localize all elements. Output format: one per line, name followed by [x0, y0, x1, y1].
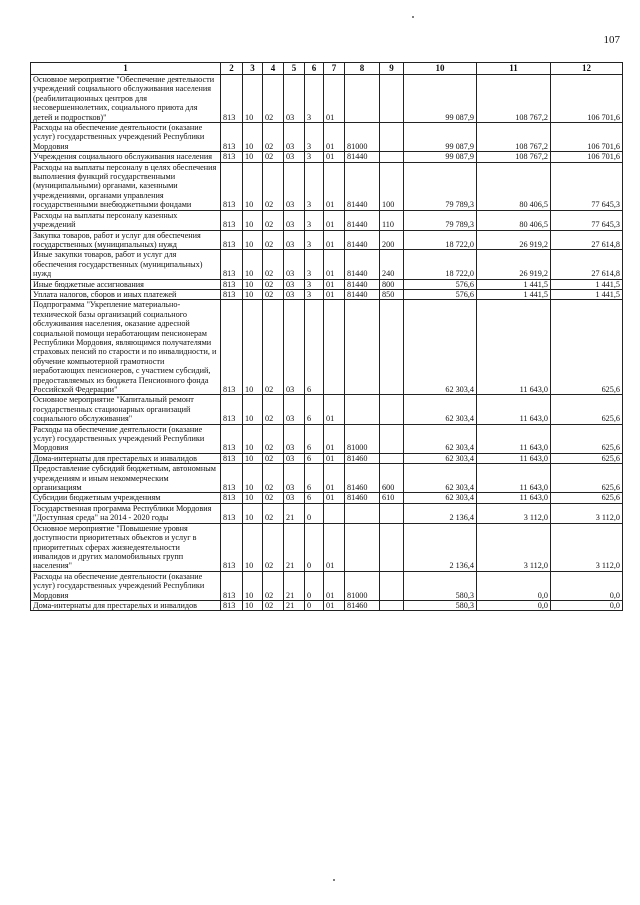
cell-col-8 [345, 503, 380, 523]
column-header: 8 [345, 63, 380, 75]
cell-col-11: 11 643,0 [477, 300, 551, 395]
cell-col-6: 6 [305, 424, 324, 453]
cell-col-10: 62 303,4 [404, 395, 477, 424]
cell-col-11: 108 767,2 [477, 75, 551, 123]
row-name-cell [31, 571, 221, 600]
cell-col-6: 3 [305, 230, 324, 250]
cell-col-2: 813 [221, 230, 243, 250]
cell-col-12: 1 441,5 [551, 279, 623, 289]
table-row [31, 503, 623, 523]
cell-col-12: 625,6 [551, 464, 623, 493]
row-name: Расходы на выплаты персоналу в целях обеспечения выполнения функций государственными (муниципальными) органами, казенными учреждениями, органами управления государственными внебюджетными фондами [33, 162, 217, 210]
cell-col-10: 580,3 [404, 571, 477, 600]
cell-col-3: 10 [243, 152, 263, 162]
table-row [31, 523, 623, 571]
cell-col-3: 10 [243, 210, 263, 230]
cell-col-6: 6 [305, 453, 324, 463]
table-row [31, 493, 623, 503]
cell-col-11: 26 919,2 [477, 250, 551, 279]
cell-col-9: 850 [380, 289, 404, 299]
cell-col-7: 01 [324, 152, 345, 162]
cell-col-4: 02 [263, 162, 284, 210]
row-name: Субсидии бюджетным учреждениям [33, 493, 161, 503]
table-row [31, 250, 623, 279]
cell-col-5: 03 [284, 424, 305, 453]
cell-col-5: 03 [284, 123, 305, 152]
cell-col-11: 80 406,5 [477, 162, 551, 210]
cell-col-5: 21 [284, 523, 305, 571]
cell-col-4: 02 [263, 523, 284, 571]
table-row [31, 210, 623, 230]
cell-col-6: 3 [305, 289, 324, 299]
cell-col-2: 813 [221, 571, 243, 600]
cell-col-12: 3 112,0 [551, 523, 623, 571]
cell-col-10: 62 303,4 [404, 493, 477, 503]
cell-col-7: 01 [324, 75, 345, 123]
cell-col-6: 6 [305, 395, 324, 424]
cell-col-5: 03 [284, 289, 305, 299]
cell-col-10: 576,6 [404, 279, 477, 289]
cell-col-12: 77 645,3 [551, 210, 623, 230]
cell-col-10: 18 722,0 [404, 250, 477, 279]
cell-col-3: 10 [243, 464, 263, 493]
cell-col-7: 01 [324, 279, 345, 289]
cell-col-3: 10 [243, 571, 263, 600]
cell-col-3: 10 [243, 123, 263, 152]
cell-col-9: 240 [380, 250, 404, 279]
cell-col-9 [380, 424, 404, 453]
cell-col-10: 79 789,3 [404, 210, 477, 230]
cell-col-4: 02 [263, 289, 284, 299]
cell-col-10: 79 789,3 [404, 162, 477, 210]
cell-col-3: 10 [243, 503, 263, 523]
cell-col-4: 02 [263, 75, 284, 123]
cell-col-8: 81440 [345, 289, 380, 299]
cell-col-10: 2 136,4 [404, 523, 477, 571]
row-name: Дома-интернаты для престарелых и инвалидов [33, 453, 198, 463]
scan-speck [412, 16, 414, 18]
cell-col-7: 01 [324, 250, 345, 279]
cell-col-4: 02 [263, 571, 284, 600]
row-name: Основное мероприятие "Повышение уровня доступности приоритетных объектов и услуг в приоритетных сферах жизнедеятельности инвалидов и других маломобильных групп населения" [33, 523, 197, 571]
table-row [31, 300, 623, 395]
cell-col-5: 03 [284, 453, 305, 463]
cell-col-5: 21 [284, 571, 305, 600]
cell-col-12: 625,6 [551, 424, 623, 453]
cell-col-3: 10 [243, 424, 263, 453]
cell-col-2: 813 [221, 503, 243, 523]
cell-col-8 [345, 395, 380, 424]
cell-col-8 [345, 75, 380, 123]
cell-col-7: 01 [324, 395, 345, 424]
cell-col-11: 108 767,2 [477, 152, 551, 162]
cell-col-10: 99 087,9 [404, 75, 477, 123]
cell-col-8 [345, 523, 380, 571]
cell-col-8: 81440 [345, 162, 380, 210]
cell-col-10: 2 136,4 [404, 503, 477, 523]
cell-col-12: 625,6 [551, 395, 623, 424]
cell-col-2: 813 [221, 493, 243, 503]
cell-col-8: 81440 [345, 250, 380, 279]
cell-col-5: 03 [284, 152, 305, 162]
cell-col-3: 10 [243, 230, 263, 250]
cell-col-7: 01 [324, 123, 345, 152]
cell-col-2: 813 [221, 152, 243, 162]
budget-table [30, 62, 623, 611]
cell-col-12: 106 701,6 [551, 123, 623, 152]
cell-col-9 [380, 453, 404, 463]
row-name: Основное мероприятие "Обеспечение деятельности учреждений социального обслуживания населения (реабилитационных центров для несовершеннолетних, социального приюта для детей и подростков)" [33, 75, 215, 122]
table-row [31, 279, 623, 289]
row-name-cell [31, 152, 221, 162]
row-name: Государственная программа Республики Мордовия "Доступная среда" на 2014 - 2020 годы [33, 503, 212, 523]
row-name-cell [31, 453, 221, 463]
table-row [31, 75, 623, 123]
cell-col-11: 1 441,5 [477, 289, 551, 299]
cell-col-3: 10 [243, 523, 263, 571]
cell-col-7: 01 [324, 464, 345, 493]
cell-col-2: 813 [221, 300, 243, 395]
row-name-cell [31, 279, 221, 289]
cell-col-2: 813 [221, 395, 243, 424]
column-header: 6 [305, 63, 324, 75]
cell-col-10: 99 087,9 [404, 123, 477, 152]
cell-col-7: 01 [324, 162, 345, 210]
cell-col-2: 813 [221, 75, 243, 123]
cell-col-2: 813 [221, 250, 243, 279]
page-number: 107 [603, 34, 620, 46]
cell-col-4: 02 [263, 279, 284, 289]
cell-col-11: 11 643,0 [477, 395, 551, 424]
cell-col-8: 81000 [345, 123, 380, 152]
cell-col-4: 02 [263, 210, 284, 230]
cell-col-5: 03 [284, 279, 305, 289]
row-name: Иные закупки товаров, работ и услуг для обеспечения государственных (муниципальных) нужд [33, 250, 203, 279]
cell-col-10: 580,3 [404, 600, 477, 610]
cell-col-8: 81000 [345, 424, 380, 453]
cell-col-6: 0 [305, 571, 324, 600]
column-header: 5 [284, 63, 305, 75]
cell-col-10: 62 303,4 [404, 453, 477, 463]
cell-col-11: 11 643,0 [477, 493, 551, 503]
cell-col-4: 02 [263, 424, 284, 453]
cell-col-11: 0,0 [477, 600, 551, 610]
cell-col-9 [380, 571, 404, 600]
cell-col-4: 02 [263, 395, 284, 424]
column-header: 12 [551, 63, 623, 75]
row-name: Закупка товаров, работ и услуг для обеспечения государственных (муниципальных) нужд [33, 230, 201, 249]
cell-col-6: 3 [305, 75, 324, 123]
column-header: 1 [31, 63, 221, 75]
cell-col-12: 106 701,6 [551, 152, 623, 162]
table-body [31, 75, 623, 611]
cell-col-2: 813 [221, 279, 243, 289]
row-name-cell [31, 210, 221, 230]
table-row [31, 162, 623, 210]
cell-col-7: 01 [324, 600, 345, 610]
cell-col-9: 800 [380, 279, 404, 289]
cell-col-9 [380, 523, 404, 571]
row-name-cell [31, 493, 221, 503]
cell-col-8: 81460 [345, 464, 380, 493]
cell-col-12: 27 614,8 [551, 250, 623, 279]
row-name: Иные бюджетные ассигнования [33, 279, 144, 289]
row-name-cell [31, 464, 221, 493]
row-name-cell [31, 75, 221, 123]
row-name: Уплата налогов, сборов и иных платежей [33, 289, 177, 299]
cell-col-8: 81460 [345, 493, 380, 503]
cell-col-3: 10 [243, 250, 263, 279]
cell-col-3: 10 [243, 395, 263, 424]
cell-col-10: 576,6 [404, 289, 477, 299]
row-name-cell [31, 123, 221, 152]
cell-col-5: 03 [284, 230, 305, 250]
cell-col-9: 100 [380, 162, 404, 210]
column-header: 3 [243, 63, 263, 75]
cell-col-4: 02 [263, 250, 284, 279]
cell-col-6: 6 [305, 493, 324, 503]
row-name-cell [31, 250, 221, 279]
row-name-cell [31, 300, 221, 395]
row-name: Расходы на обеспечение деятельности (оказание услуг) государственных учреждений Республики Мордовия [33, 571, 205, 600]
cell-col-5: 03 [284, 210, 305, 230]
cell-col-12: 625,6 [551, 453, 623, 463]
cell-col-7: 01 [324, 289, 345, 299]
cell-col-10: 18 722,0 [404, 230, 477, 250]
cell-col-7: 01 [324, 210, 345, 230]
cell-col-9 [380, 123, 404, 152]
table-row [31, 289, 623, 299]
cell-col-6: 0 [305, 600, 324, 610]
cell-col-4: 02 [263, 600, 284, 610]
cell-col-5: 21 [284, 600, 305, 610]
cell-col-4: 02 [263, 123, 284, 152]
cell-col-3: 10 [243, 162, 263, 210]
cell-col-3: 10 [243, 300, 263, 395]
cell-col-12: 1 441,5 [551, 289, 623, 299]
cell-col-11: 0,0 [477, 571, 551, 600]
column-header: 4 [263, 63, 284, 75]
cell-col-4: 02 [263, 152, 284, 162]
cell-col-7 [324, 300, 345, 395]
cell-col-2: 813 [221, 600, 243, 610]
row-name: Расходы на обеспечение деятельности (оказание услуг) государственных учреждений Республики Мордовия [33, 123, 205, 151]
row-name: Предоставление субсидий бюджетным, автономным учреждениям и иным некоммерческим организациям [33, 464, 216, 493]
cell-col-11: 11 643,0 [477, 453, 551, 463]
cell-col-5: 03 [284, 493, 305, 503]
cell-col-2: 813 [221, 162, 243, 210]
cell-col-7 [324, 503, 345, 523]
row-name-cell [31, 503, 221, 523]
cell-col-12: 0,0 [551, 600, 623, 610]
cell-col-8: 81440 [345, 152, 380, 162]
cell-col-8: 81440 [345, 210, 380, 230]
cell-col-3: 10 [243, 289, 263, 299]
cell-col-5: 03 [284, 300, 305, 395]
cell-col-9: 600 [380, 464, 404, 493]
row-name-cell [31, 600, 221, 610]
column-header: 9 [380, 63, 404, 75]
header-row [31, 63, 623, 75]
cell-col-5: 03 [284, 464, 305, 493]
table-row [31, 453, 623, 463]
cell-col-8: 81000 [345, 571, 380, 600]
cell-col-10: 62 303,4 [404, 424, 477, 453]
cell-col-6: 6 [305, 464, 324, 493]
cell-col-12: 3 112,0 [551, 503, 623, 523]
cell-col-12: 27 614,8 [551, 230, 623, 250]
cell-col-11: 80 406,5 [477, 210, 551, 230]
cell-col-9 [380, 75, 404, 123]
table-row [31, 600, 623, 610]
table-row [31, 571, 623, 600]
cell-col-7: 01 [324, 230, 345, 250]
cell-col-3: 10 [243, 600, 263, 610]
cell-col-9 [380, 395, 404, 424]
cell-col-11: 11 643,0 [477, 464, 551, 493]
cell-col-6: 3 [305, 162, 324, 210]
row-name-cell [31, 230, 221, 250]
cell-col-5: 03 [284, 250, 305, 279]
cell-col-12: 625,6 [551, 493, 623, 503]
cell-col-8 [345, 300, 380, 395]
cell-col-10: 99 087,9 [404, 152, 477, 162]
cell-col-3: 10 [243, 493, 263, 503]
cell-col-4: 02 [263, 464, 284, 493]
cell-col-12: 106 701,6 [551, 75, 623, 123]
cell-col-3: 10 [243, 453, 263, 463]
cell-col-7: 01 [324, 493, 345, 503]
cell-col-2: 813 [221, 289, 243, 299]
row-name-cell [31, 289, 221, 299]
row-name: Расходы на выплаты персоналу казенных учреждений [33, 210, 178, 230]
cell-col-11: 1 441,5 [477, 279, 551, 289]
cell-col-6: 0 [305, 503, 324, 523]
cell-col-8: 81440 [345, 279, 380, 289]
cell-col-6: 3 [305, 279, 324, 289]
cell-col-6: 3 [305, 250, 324, 279]
cell-col-9: 110 [380, 210, 404, 230]
cell-col-7: 01 [324, 523, 345, 571]
cell-col-3: 10 [243, 279, 263, 289]
cell-col-11: 3 112,0 [477, 503, 551, 523]
cell-col-9: 200 [380, 230, 404, 250]
cell-col-12: 77 645,3 [551, 162, 623, 210]
cell-col-5: 03 [284, 75, 305, 123]
row-name-cell [31, 395, 221, 424]
row-name: Дома-интернаты для престарелых и инвалидов [33, 600, 198, 610]
cell-col-2: 813 [221, 523, 243, 571]
cell-col-7: 01 [324, 571, 345, 600]
column-header: 11 [477, 63, 551, 75]
table-row [31, 152, 623, 162]
cell-col-7: 01 [324, 453, 345, 463]
cell-col-2: 813 [221, 210, 243, 230]
table-row [31, 230, 623, 250]
table-row [31, 123, 623, 152]
cell-col-6: 3 [305, 210, 324, 230]
scan-speck [333, 879, 335, 881]
cell-col-2: 813 [221, 123, 243, 152]
cell-col-11: 108 767,2 [477, 123, 551, 152]
cell-col-4: 02 [263, 493, 284, 503]
cell-col-8: 81460 [345, 600, 380, 610]
cell-col-5: 03 [284, 395, 305, 424]
cell-col-11: 26 919,2 [477, 230, 551, 250]
cell-col-6: 6 [305, 300, 324, 395]
cell-col-4: 02 [263, 300, 284, 395]
cell-col-4: 02 [263, 230, 284, 250]
cell-col-8: 81440 [345, 230, 380, 250]
cell-col-5: 03 [284, 162, 305, 210]
table-row [31, 395, 623, 424]
cell-col-11: 3 112,0 [477, 523, 551, 571]
row-name: Учреждения социального обслуживания населения [33, 152, 213, 162]
row-name: Подпрограмма "Укрепление материально-технической базы организаций социального обслуживания населения, оказание адресной социальной помощи неработающим пенсионерам Республики Мордовия, являющимся получателями страховых пенсий по старости и по инвалидности, и обучение компьютерной грамотности неработающих пенсионеров, с участием субсидий, предоставляемых из бюджета Пенсионного фонда Российской Федерации" [33, 300, 217, 394]
cell-col-4: 02 [263, 453, 284, 463]
cell-col-6: 0 [305, 523, 324, 571]
cell-col-5: 21 [284, 503, 305, 523]
row-name: Расходы на обеспечение деятельности (оказание услуг) государственных учреждений Республики Мордовия [33, 424, 205, 453]
row-name-cell [31, 162, 221, 210]
cell-col-8: 81460 [345, 453, 380, 463]
cell-col-2: 813 [221, 453, 243, 463]
cell-col-6: 3 [305, 123, 324, 152]
cell-col-9 [380, 600, 404, 610]
cell-col-4: 02 [263, 503, 284, 523]
cell-col-12: 625,6 [551, 300, 623, 395]
cell-col-12: 0,0 [551, 571, 623, 600]
row-name-cell [31, 424, 221, 453]
row-name: Основное мероприятие "Капитальный ремонт государственных стационарных организаций социального обслуживания" [33, 395, 194, 424]
table-row [31, 424, 623, 453]
cell-col-11: 11 643,0 [477, 424, 551, 453]
cell-col-10: 62 303,4 [404, 464, 477, 493]
cell-col-9 [380, 152, 404, 162]
table-row [31, 464, 623, 493]
row-name-cell [31, 523, 221, 571]
cell-col-9: 610 [380, 493, 404, 503]
cell-col-3: 10 [243, 75, 263, 123]
cell-col-2: 813 [221, 424, 243, 453]
cell-col-9 [380, 300, 404, 395]
column-header: 7 [324, 63, 345, 75]
column-header: 10 [404, 63, 477, 75]
cell-col-9 [380, 503, 404, 523]
column-header: 2 [221, 63, 243, 75]
cell-col-7: 01 [324, 424, 345, 453]
cell-col-10: 62 303,4 [404, 300, 477, 395]
cell-col-6: 3 [305, 152, 324, 162]
cell-col-2: 813 [221, 464, 243, 493]
